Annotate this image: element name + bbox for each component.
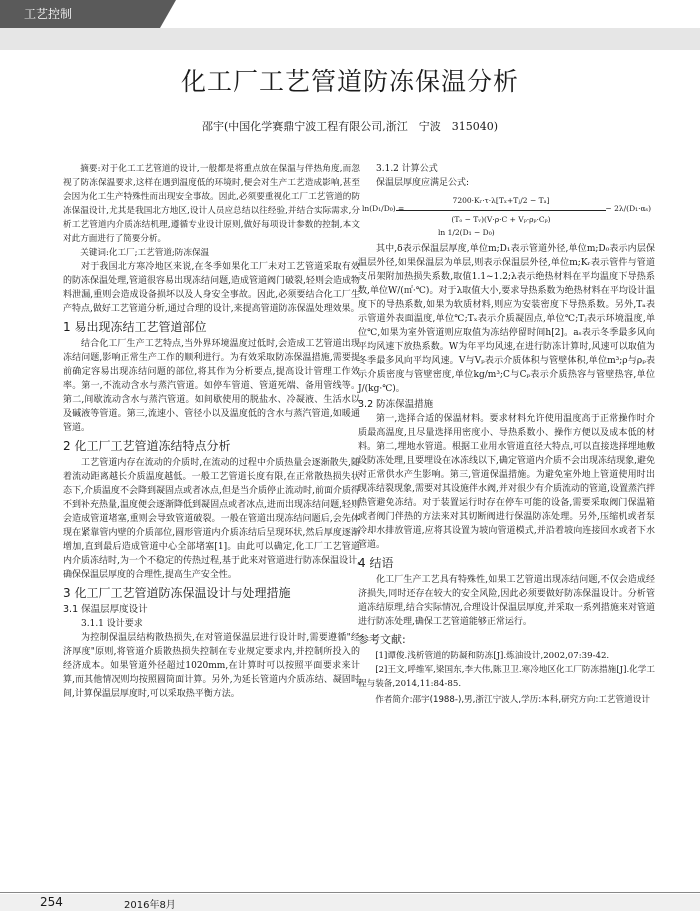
- article-title: 化工厂工艺管道防冻保温分析: [180, 67, 519, 96]
- thickness-formula: [358, 192, 655, 238]
- section-1-heading: 1 易出现冻结工艺管道部位: [63, 320, 207, 334]
- formula-ln-line: ln 1/2(D₁ − D₀): [438, 228, 495, 237]
- formula-fraction: [396, 194, 606, 227]
- subsection-3-2-heading: 3.2 防冻保温措施: [358, 399, 434, 410]
- formula-denominator: (Tₒ − Tᵥ)(V·ρ·C + Vₚ·ρₚ·Cₚ): [451, 215, 551, 224]
- references-heading: 参考文献:: [358, 633, 406, 646]
- section-2-heading: 2 化工厂工艺管道冻结特点分析: [63, 439, 231, 453]
- section-4-text: 化工厂生产工艺具有特殊性,如果工艺管道出现冻结问题,不仅会造成经济损失,同时还存在较大的安全风险,因此必须要做好防冻保温设计。分析管道冻结原理,结合实际情况,合理设计保温层厚度,并采取一系列措施来对管道进行防冻处理,确保工艺管道能够正常运行。: [358, 575, 655, 627]
- subsection-3-1-1-heading: 3.1.1 设计要求: [81, 619, 143, 629]
- subsection-3-1-1-text: 为控制保温层结构散热损失,在对管道保温层进行设计时,需要遵循"经济厚度"原则,将管道介质散热损失控制在专业规定要求内,并控制所投入的经济成本。如果管道外径超过1020mm,在计算时可以按照平面要求来计算,而其他情况则均按照圆筒面计算。另外,为延长管道内介质冻结、凝固时间,计算保温层厚度时,可以采取热平衡方法。: [63, 633, 360, 699]
- section-tab: 工艺控制: [0, 0, 160, 28]
- formula-tail: − 2λ/(D₁·αₛ): [605, 204, 651, 213]
- intro-paragraph: 对于我国北方寒冷地区来说,在冬季如果化工厂未对工艺管道采取有效的防冻保温处理,管道很容易出现冻结问题,造成管道阀门破裂,轻则会造成物料泄漏,重则会造成设备损坏以及人身安全事故。因此,必须要结合化工厂生产特点,做好工艺管道分析,通过合理的设计,来提高管道防冻保温处理效果。: [63, 262, 360, 314]
- formula-intro: 保温层厚度应满足公式:: [376, 178, 470, 188]
- section-4-heading: 4 结语: [358, 556, 394, 570]
- author-bio: 作者简介:邵宇(1988-),男,浙江宁波人,学历:本科,研究方向:工艺管道设计: [375, 695, 650, 705]
- issue-date: 2016年8月: [124, 900, 176, 911]
- section-1-text: 结合化工厂生产工艺特点,当外界环境温度过低时,会造成工艺管道出现冻结问题,影响正常生产工作的顺利进行。为有效采取防冻保温措施,需要提前确定容易出现冻结问题的部位,将其作为分析要点,提高设计管理工作效率。第一,不流动含水与蒸汽管道。如停车管道、管道死端、备用管线等。第二,间歇流动含水与蒸汽管道。如间歇使用的脱盐水、冷凝液、生活水以及碱液等管道。第三,流速小、管径小以及温度低的含水与蒸汽管道,如暖通管道。: [63, 339, 360, 433]
- section-2-text: 工艺管道内存在流动的介质时,在流动的过程中介质热量会逐渐散失,随着流动距离越长介质温度越低。一般工艺管道长度有限,在正常散热损失状态下,介质温度不会降到凝固点或者冰点,但是当介质停止流动时,前面介质得不到补充热量,温度便会逐渐降低到凝固点或者冰点,进而出现冻结问题,轻则会造成管道堵塞,重则会导致管道破裂。一般在管道出现冻结问题后,会先体现在紧靠管内壁的介质部位,圆形管道内介质冻结后呈现环状,然后厚度逐渐增加,直到最后造成管道中心全部堵塞[1]。由此可以确定,化工厂工艺管道内介质冻结时,为一个不稳定的传热过程,基于此来对管道进行防冻保温设计,确保保温层厚度的合理性,提高生产安全性。: [63, 458, 360, 580]
- header-band: [0, 28, 700, 50]
- page-number: 254: [40, 895, 63, 909]
- reference-item: [2]王文,呼维军,梁国东,李大伟,陈卫卫.寒冷地区化工厂防冻措施[J].化学工程与装备,2014,11:84-85.: [358, 665, 655, 689]
- left-column: [63, 162, 360, 701]
- symbol-definitions: 其中,δ表示保温层厚度,单位m;D₁表示管道外径,单位m;D₀表示内层保温层外径,如果保温层为单层,则表示保温层外径,单位m;Kᵣ表示管件与管道支吊架附加热损失系数,取值1.1~1.2;λ表示绝热材料在平均温度下导热系数,单位W/(㎡·℃)。对于λ取值大小,要求导热系数为绝热材料在平均设计温度下的导热系数,如果为软质材料,则应为安装密度下导热系数。另外,Tₐ表示管道外表面温度,单位℃;Tₓ表示介质凝固点,单位℃;Tⱼ表示环境温度,单位℃,如果为室外管道则应取值为冻结停留时间h[2]。aₛ表示冬季最多风向平均风速下放热系数。W为年平均风速,在进行防冻计算时,风速可以取值为冬季最多风向平均风速。V与Vₚ表示介质体积与管壁体积,单位m³;ρ与ρₚ表示介质密度与管壁密度,单位kg/m³;C与Cₚ表示介质热容与管壁热容,单位J/(kg·℃)。: [358, 244, 655, 394]
- keywords: 关键词:化工厂;工艺管道;防冻保温: [80, 248, 210, 258]
- section-3-heading: 3 化工厂工艺管道防冻保温设计与处理措施: [63, 586, 291, 600]
- formula-lhs: ln(D₁/D₀) =: [362, 204, 405, 213]
- author-line: 邵宇(中国化学赛鼎宁波工程有限公司,浙江 宁波 315040): [201, 120, 499, 133]
- reference-item: [1]谭俊.浅析管道的防凝和防冻[J].炼油设计,2002,07:39-42.: [375, 651, 610, 661]
- right-column: [358, 162, 655, 707]
- abstract: 摘要:对于化工工艺管道的设计,一般都是将重点放在保温与伴热角度,而忽视了防冻保温要求,这样在遇到温度低的环境时,便会对生产工艺造成影响,甚至会因为化工生产特殊性而出现安全事故。因此,必须要重视化工厂工艺管道的防冻保温设计,尤其是我国北方地区,设计人员应总结以往经验,并结合实际需求,分析工艺管道内介质冻结机理,遵循专业设计原则,做好每项设计参数的控制,本文对此方面进行了简要分析。: [63, 164, 360, 244]
- subsection-3-1-2-heading: 3.1.2 计算公式: [376, 164, 438, 174]
- subsection-3-1-heading: 3.1 保温层厚度设计: [63, 604, 148, 615]
- subsection-3-2-text: 第一,选择合适的保温材料。要求材料允许使用温度高于正常操作时介质最高温度,且尽量选择用密度小、导热系数小、操作方便以及成本低的材料。第二,埋地水管道。根据工业用水管道直径大特点,可以直接选择埋地敷设防冻处理,且要埋设在冰冻线以下,确定管道内介质不会出现冻结现象,避免对正常供水产生影响。第三,管道保温措施。为避免室外地上管道使用时出现冻结裂现象,需要对其设施伴水阀,并对很少有介质流动的管道,设置蒸汽拌热管避免冻结。对于装置运行时存在停车可能的设备,需要采取阀门保温箱或者阀门伴热的方法来对其切断阀进行保温防冻处理。另外,压缩机或者泵冷却水排放管道,应将其设置为坡向管道模式,并沿着坡向连接回水或者下水管道。: [358, 414, 655, 550]
- footer-rule: [0, 892, 700, 893]
- formula-numerator: 7200·Kᵣ·τ·λ[Tₓ+Tⱼ/2 − Tₐ]: [452, 196, 550, 205]
- footer-band: [0, 894, 700, 911]
